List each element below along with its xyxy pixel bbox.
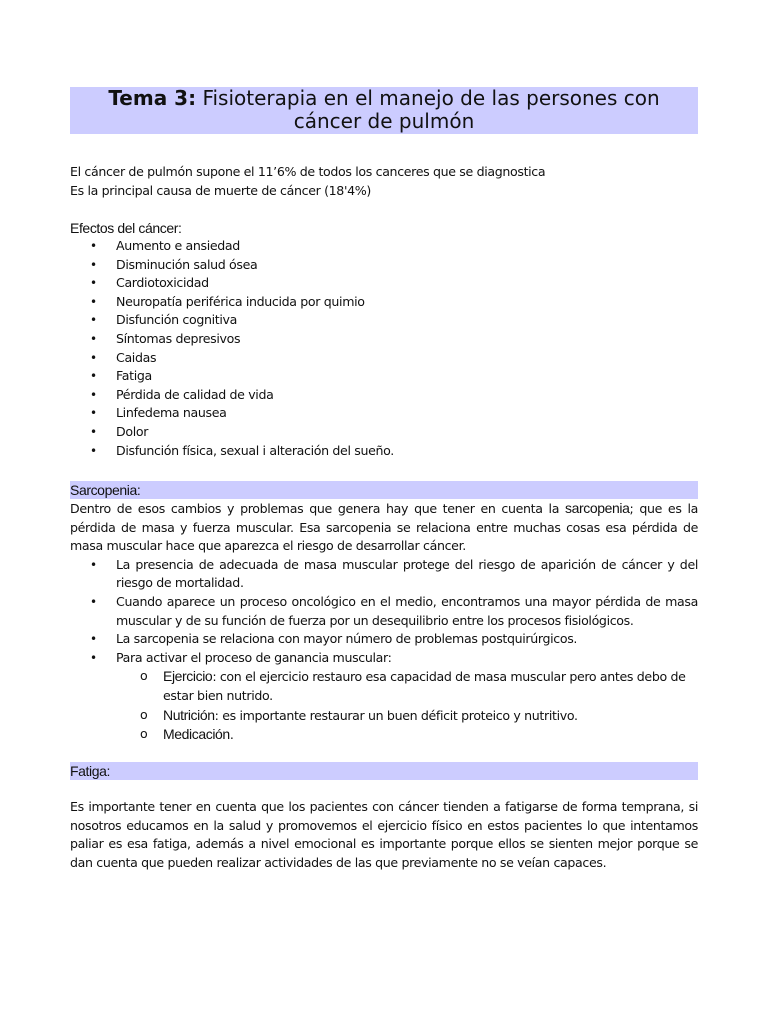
bullet-icon: • <box>90 387 97 402</box>
sarcopenia-paragraph <box>70 499 698 556</box>
subitem-text: . <box>229 727 234 743</box>
list-item-text: Pérdida de calidad de vida <box>116 386 274 402</box>
bullet-icon: • <box>90 294 97 309</box>
subitem-term: Nutrición <box>163 706 215 723</box>
list-item-text: Disfunción física, sexual i alteración del sueño. <box>116 442 394 458</box>
list-item <box>70 442 698 461</box>
circle-bullet-icon: o <box>140 726 148 742</box>
list-item-text: La sarcopenia se relaciona con mayor número de problemas postquirúrgicos. <box>116 631 578 647</box>
list-item-text: Aumento e ansiedad <box>116 238 240 253</box>
list-item <box>70 256 698 275</box>
bullet-icon: • <box>90 594 97 609</box>
sarcopenia-list <box>70 556 698 668</box>
title-prefix: Tema 3: <box>108 86 197 110</box>
list-item <box>70 367 698 386</box>
subitem-term: Ejercicio <box>163 668 213 685</box>
sub-list-item <box>70 667 698 705</box>
list-item <box>70 330 698 349</box>
list-item-text: Dolor <box>116 423 149 439</box>
title-line-2: cáncer de pulmón <box>293 109 475 133</box>
list-item <box>70 274 698 293</box>
fatiga-paragraph: Es importante tener en cuenta que los pacientes con cáncer tienden a fatigarse de forma temprana, si nosotros educamos en la salud y promovemos el ejercicio físico en estos pacientes lo que intentamos paliar es esa fatiga, además a nivel emocional es importante porque ellos se sienten mejor porque se dan cuenta que pueden realizar actividades de las que previamente no se veían capaces. <box>70 799 698 870</box>
list-item <box>70 630 698 649</box>
list-item-text: Disminución salud ósea <box>116 256 258 272</box>
sub-list-item <box>70 725 698 745</box>
list-item <box>70 293 698 312</box>
bullet-icon: • <box>90 257 97 272</box>
bullet-icon: • <box>90 350 97 365</box>
page-title <box>70 87 698 134</box>
list-item-text: Fatiga <box>116 368 152 384</box>
efectos-list <box>70 237 698 460</box>
sarcopenia-heading: Sarcopenia: <box>70 481 698 499</box>
intro-section <box>70 163 698 200</box>
intro-line-1: El cáncer de pulmón supone el 11’6% de todos los canceres que se diagnostica <box>70 164 546 179</box>
list-item <box>70 593 698 630</box>
list-item-text: Cuando aparece un proceso oncológico en el medio, encontramos una mayor pérdida de masa muscular y de su función de fuerza por un desequilibrio entre los procesos fisiológicos. <box>116 593 698 628</box>
sub-list-item <box>70 706 698 726</box>
list-item-text: Disfunción cognitiva <box>116 312 237 328</box>
list-item-text: Para activar el proceso de ganancia muscular: <box>116 649 392 665</box>
list-item <box>70 404 698 423</box>
paragraph-text: ; que es la pérdida de masa y fuerza muscular. Esa sarcopenia se relaciona entre muchas cosas esa pérdida de masa muscular hace que aparezca el riesgo de desarrollar cáncer. <box>70 501 698 554</box>
subitem-text: : con el ejercicio restauro esa capacidad de masa muscular pero antes debo de estar bien nutrido. <box>163 669 686 703</box>
ganancia-muscular-sublist <box>70 667 698 744</box>
list-item <box>70 423 698 442</box>
bullet-icon: • <box>90 443 97 458</box>
bullet-icon: • <box>90 632 97 647</box>
bullet-icon: • <box>90 650 97 665</box>
list-item <box>70 556 698 593</box>
efectos-heading: Efectos del cáncer: <box>70 220 182 236</box>
list-item-text: Cardiotoxicidad <box>116 275 209 291</box>
bullet-icon: • <box>90 557 97 572</box>
list-item <box>70 237 698 256</box>
circle-bullet-icon: o <box>140 668 148 684</box>
list-item-text: Caidas <box>116 349 157 365</box>
bullet-icon: • <box>90 313 97 328</box>
fatiga-heading: Fatiga: <box>70 762 698 780</box>
bullet-icon: • <box>90 424 97 439</box>
bullet-icon: • <box>90 331 97 346</box>
list-item-text: Neuropatía periférica inducida por quimio <box>116 293 365 309</box>
intro-line-2: Es la principal causa de muerte de cáncer (18'4%) <box>70 182 371 198</box>
bullet-icon: • <box>90 276 97 291</box>
list-item <box>70 349 698 368</box>
list-item <box>70 311 698 330</box>
circle-bullet-icon: o <box>140 706 148 722</box>
title-line-1: Fisioterapia en el manejo de las persones con <box>202 86 660 110</box>
list-item <box>70 386 698 405</box>
list-item-text: La presencia de adecuada de masa muscular protege del riesgo de aparición de cáncer y del riesgo de mortalidad. <box>116 556 698 591</box>
list-item-text: Linfedema nausea <box>116 405 227 421</box>
sarcopenia-section <box>70 499 698 745</box>
paragraph-text: Dentro de esos cambios y problemas que genera hay que tener en cuenta la <box>70 501 560 516</box>
subitem-term: Medicación <box>163 726 230 743</box>
bullet-icon: • <box>90 239 97 253</box>
bullet-icon: • <box>90 406 97 421</box>
list-item-text: Síntomas depresivos <box>116 330 241 346</box>
subitem-text: : es importante restaurar un buen déficit proteico y nutritivo. <box>214 707 578 723</box>
bullet-icon: • <box>90 369 97 384</box>
list-item <box>70 649 698 668</box>
sarcopenia-term: sarcopenia <box>565 500 630 516</box>
